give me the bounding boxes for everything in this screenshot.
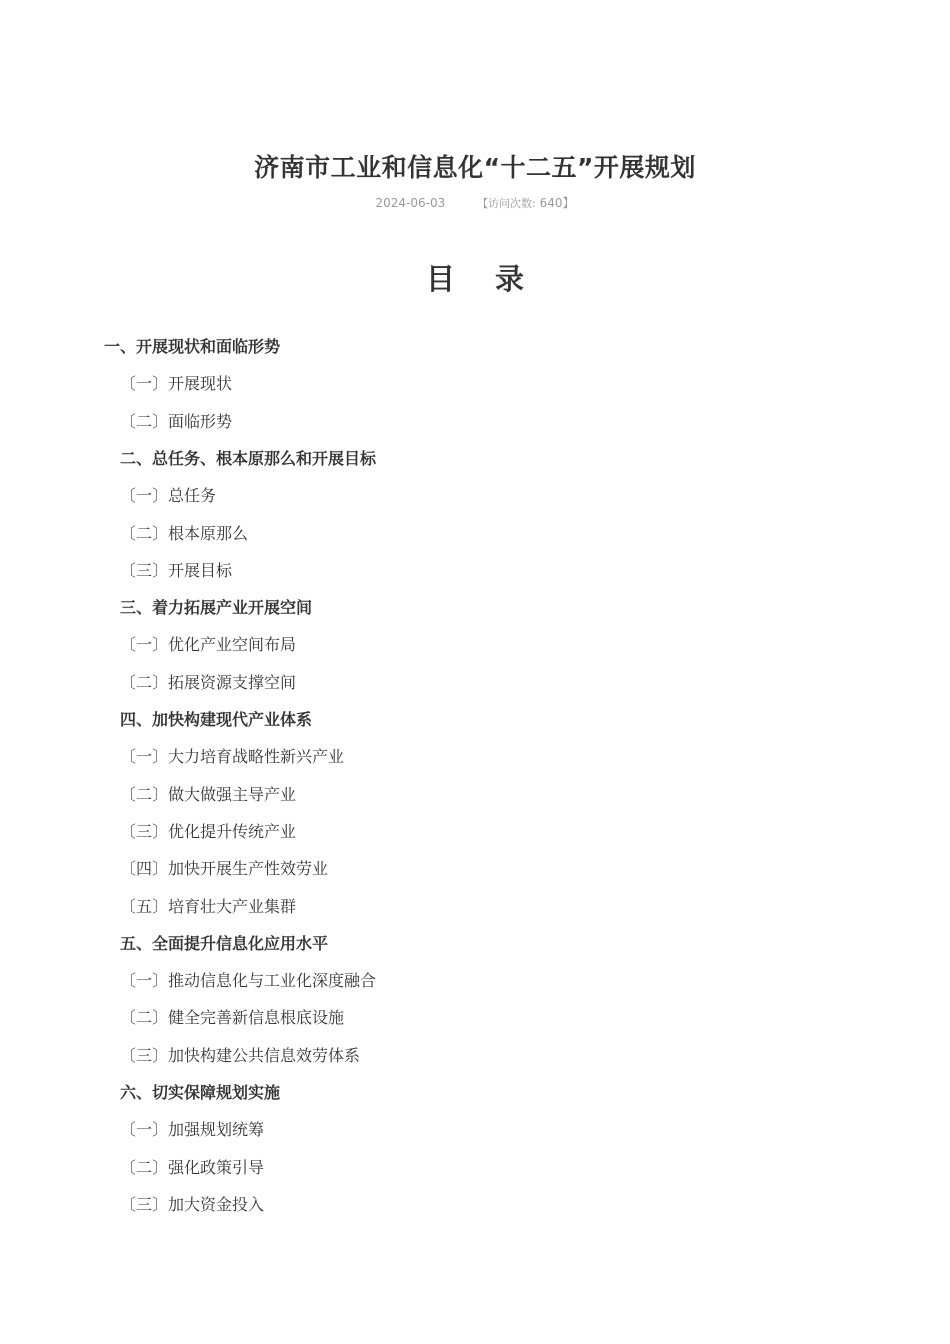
toc-subsection-item: 〔二〕拓展资源支撑空间 <box>120 672 297 692</box>
toc-subsection-item: 〔二〕健全完善新信息根底设施 <box>120 1008 345 1028</box>
toc-subsection-item: 〔二〕面临形势 <box>120 411 233 431</box>
toc-subsection-item: 〔四〕加快开展生产性效劳业 <box>120 859 329 879</box>
toc-subsection-item: 〔三〕优化提升传统产业 <box>120 821 297 841</box>
toc-subsection-item: 〔三〕开展目标 <box>120 560 233 580</box>
toc-section-item: 四、加快构建现代产业体系 <box>120 710 313 729</box>
toc-subsection-item: 〔一〕推动信息化与工业化深度融合 <box>120 971 377 991</box>
publish-date: 2024-06-03 <box>375 196 446 210</box>
toc-section-item: 三、着力拓展产业开展空间 <box>120 598 313 618</box>
toc-subsection-item: 〔二〕根本原那么 <box>120 523 249 543</box>
toc-subsection-item: 〔一〕加强规划统筹 <box>120 1120 265 1140</box>
page-title: 济南市工业和信息化“十二五”开展规划 <box>254 152 696 182</box>
toc-heading-second: 录 <box>495 262 525 296</box>
toc-subsection-item: 〔一〕优化产业空间布局 <box>120 635 297 655</box>
toc-subsection-item: 〔二〕做大做强主导产业 <box>120 784 297 804</box>
toc-subsection-item: 〔一〕大力培育战略性新兴产业 <box>120 747 345 767</box>
visit-count-label: 【访问次数: <box>477 197 536 210</box>
toc-heading-first: 目 <box>425 262 455 296</box>
toc-subsection-item: 〔三〕加大资金投入 <box>120 1194 265 1214</box>
toc-subsection-item: 〔一〕开展现状 <box>120 374 233 394</box>
toc-subsection-item: 〔一〕总任务 <box>120 486 217 506</box>
toc-section-item: 一、开展现状和面临形势 <box>104 337 281 356</box>
toc-section-item: 五、全面提升信息化应用水平 <box>120 933 329 953</box>
toc-subsection-item: 〔二〕强化政策引导 <box>120 1157 265 1177</box>
toc-subsection-item: 〔五〕培育壮大产业集群 <box>120 896 297 916</box>
toc-section-item: 二、总任务、根本原那么和开展目标 <box>120 448 377 468</box>
visit-count: 640】 <box>539 196 575 210</box>
toc-section-item: 六、切实保障规划实施 <box>120 1083 281 1102</box>
article-meta <box>0 195 950 212</box>
toc-subsection-item: 〔三〕加快构建公共信息效劳体系 <box>120 1045 361 1065</box>
toc-heading <box>0 259 950 299</box>
